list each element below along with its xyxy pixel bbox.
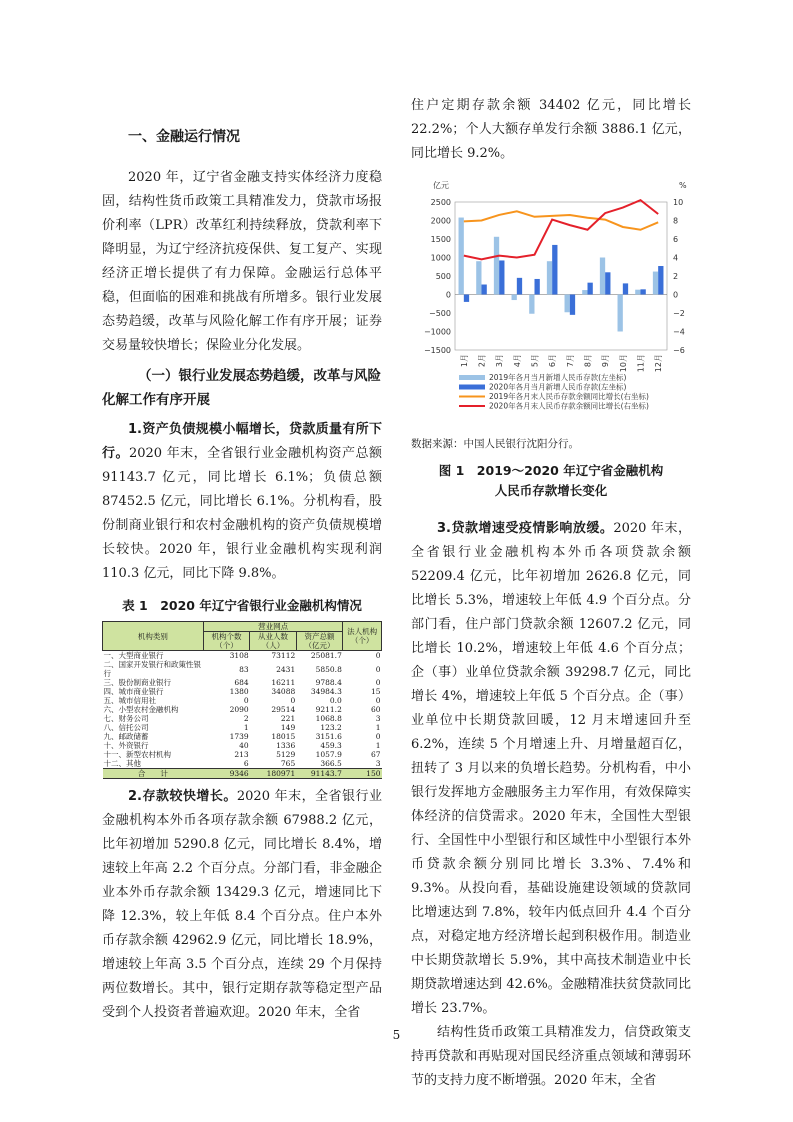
right-tick-label: −6 (673, 346, 685, 355)
cell-assets: 34984.3 (310, 687, 342, 696)
table-row (103, 651, 382, 661)
figure-caption-line-1: 图 1 2019～2020 年辽宁省金融机构 (438, 463, 664, 478)
bar (600, 258, 605, 295)
right-tick-label: 6 (673, 235, 679, 244)
bar (641, 289, 646, 294)
bar (517, 278, 522, 295)
paragraph-3-lead: 3.贷款增速受疫情影响放缓。 (437, 521, 614, 536)
paragraph-1-lead: 1.资产负债规模小幅增长，贷款质量有所下行。 (102, 422, 382, 461)
cell-count: 213 (234, 750, 249, 759)
cell-count: 40 (239, 741, 249, 750)
cell-count: 684 (234, 678, 249, 687)
header-count: 机构个数（个） (203, 632, 249, 651)
bar (476, 261, 481, 294)
cell-staff: 0 (290, 696, 296, 705)
bar (653, 272, 658, 295)
bar (512, 295, 517, 301)
right-tick-label: 4 (673, 253, 679, 263)
bar (499, 260, 504, 294)
cell-count: 83 (239, 664, 249, 674)
left-axis-unit: 亿元 (433, 181, 449, 190)
left-tick-label: 1500 (430, 235, 451, 244)
cell-name: 十二、其他 (103, 759, 141, 768)
category-label: 10月 (618, 354, 628, 373)
bar (582, 290, 587, 294)
cell-staff: 765 (280, 759, 296, 768)
header-assets: 资产总额（亿元） (296, 632, 343, 651)
cell-legal: 0 (375, 664, 381, 674)
subsection-title: （一）银行业发展态势趋缓，改革与风险化解工作有序开展 (102, 368, 381, 408)
category-label: 3月 (495, 354, 505, 368)
section-title: 一、金融运行情况 (128, 129, 240, 145)
table-row (103, 741, 382, 750)
cell-count: 1 (243, 723, 249, 732)
bar (535, 279, 540, 295)
legend-label: 2020年各月末人民币存款余额同比增长(右坐标) (489, 401, 649, 411)
paragraph-4: 结构性货币政策工具精准发力，信贷政策支持再贷款和再贴现对国民经济重点领域和薄弱环节的支持力度不断增强。2020 年末，全省 (411, 1025, 691, 1088)
cell-name: 十一、新型农村机构 (103, 750, 171, 759)
right-axis-unit: % (679, 181, 687, 190)
legend-label: 2019年各月当月新增人民币存款(左坐标) (489, 373, 627, 382)
bar (482, 285, 487, 295)
cell-name: 三、股份制商业银行 (103, 678, 171, 687)
cell-assets: 3151.6 (315, 732, 342, 741)
cell-staff: 34088 (271, 687, 296, 696)
cell-legal: 60 (370, 705, 381, 714)
cell-assets: 0.0 (329, 696, 342, 705)
legend-label: 2019年各月末人民币存款余额同比增长(右坐标) (489, 392, 649, 401)
page-number: 5 (392, 1028, 401, 1042)
table-row (103, 696, 382, 705)
category-label: 12月 (654, 354, 664, 373)
category-label: 1月 (459, 354, 469, 368)
header-group: 营业网点 (203, 622, 343, 632)
cell-staff: 149 (280, 723, 296, 732)
legend-label: 2020年各月当月新增人民币存款(左坐标) (489, 382, 627, 392)
right-tick-label: 0 (673, 290, 679, 300)
figure-caption-line-2: 人民币存款增长变化 (494, 483, 608, 498)
cell-assets: 1068.8 (315, 714, 342, 723)
cell-staff: 2431 (276, 664, 296, 674)
cell-name: 八、信托公司 (103, 723, 149, 732)
category-label: 11月 (636, 354, 646, 373)
legend-swatch (459, 375, 485, 380)
intro-paragraph: 2020 年，辽宁省金融支持实体经济力度稳固，结构性货币政策工具精准发力，贷款市场报价利率（LPR）改革红利持续释放，贷款利率下降明显，为辽宁经济抗疫保供、复工复产、实现经济正增长提供了有力保障。金融运行总体平稳，但面临的困难和挑战有所增多。银行业发展态势趋缓，改革与风险化解工作有序开展；证券交易量较快增长；保险业分化发展。 (102, 170, 382, 353)
cell-name: 六、小型农村金融机构 (103, 705, 179, 714)
cell-name: 一、大型商业银行 (103, 651, 164, 660)
left-tick-label: 2000 (430, 216, 451, 226)
category-label: 7月 (565, 354, 575, 368)
right-tick-label: 10 (673, 198, 684, 207)
cell-assets: 5850.8 (315, 664, 342, 674)
total-count: 9346 (203, 769, 249, 779)
right-tick-label: 8 (673, 216, 679, 226)
paragraph-2-body: 2020 年末，全省银行业金融机构本外币各项存款余额 67988.2 亿元，比年初增加 5290.8 亿元，同比增长 8.4%，增速较上年高 2.2 个百分点。分部门看，非金融企业本外币存款余额 13429.3 亿元，增速同比下降 12.3%，较上年低 8.4 个百分点。住户本外币存款余额 42962.9 亿元，同比增长 18.9%，增速较上年高 3.5 个百分点，连续 29 个月保持两位数增长。其中，银行定期存款等稳定型产品受到个人投资者普遍欢迎。2020 年末，全省 (102, 789, 383, 1020)
cell-legal: 1 (375, 723, 381, 732)
bar (494, 237, 499, 295)
cell-name: 十、外资银行 (103, 741, 149, 750)
category-label: 9月 (601, 354, 611, 368)
bar (570, 295, 575, 315)
legend-swatch (459, 385, 485, 390)
right-tick-label: 2 (673, 272, 679, 281)
category-label: 6月 (548, 354, 558, 368)
bar (464, 295, 469, 302)
total-staff: 180971 (250, 769, 297, 779)
header-legal: 法人机构（个） (343, 622, 382, 651)
cell-legal: 1 (375, 741, 381, 750)
cell-staff: 73112 (271, 651, 296, 660)
paragraph-3 (411, 517, 691, 1021)
table-row (103, 714, 382, 723)
cell-name: 五、城市信用社 (103, 696, 156, 705)
figure-source: 数据来源：中国人民银行沈阳分行。 (411, 438, 579, 450)
cell-legal: 67 (370, 750, 381, 759)
cell-count: 1380 (229, 687, 249, 696)
bank-institutions-table (102, 621, 382, 779)
category-label: 4月 (512, 354, 522, 368)
bar (605, 272, 610, 294)
cell-legal: 15 (370, 687, 381, 696)
total-legal: 150 (343, 769, 382, 779)
paragraph-3-body: 2020 年末，全省银行业金融机构本外币各项贷款余额 52209.4 亿元，比年初增加 2626.8 亿元，同比增长 5.3%，增速较上年低 4.9 个百分点。分部门看，住户部门贷款余额 12607.2 亿元，同比增长 10.2%，增速较上年低 4.6 个百分点；企（事）业单位贷款余额 39298.7 亿元，同比增长 4%，增速较上年低 5 个百分点。企（事）业单位中长期贷款回暖，12 月末增速回升至 6.2%，连续 5 个月增速上升、月增量超百亿，扭转了 3 月以来的负增长趋势。分机构看，中小银行发挥地方金融服务主力军作用，有效保障实体经济的信贷需求。2020 年末，全国性大型银行、全国性中小型银行和区域性中小型银行本外币贷款余额分别同比增长 3.3%、7.4%和 9.3%。从投向看，基础设施建设领域的贷款同比增速达到 7.8%，较年内低点回升 4.4 个百分点，对稳定地方经济增长起到积极作用。制造业中长期贷款增长 5.9%，其中高技术制造业中长期贷款增速达到 42.6%。金融精准扶贫贷款同比增长 23.7%。 (411, 521, 692, 1016)
left-column (102, 166, 382, 1025)
bar (552, 245, 557, 295)
left-tick-label: 2500 (430, 198, 451, 207)
cell-count: 3108 (229, 651, 249, 660)
left-tick-label: 500 (435, 272, 451, 281)
right-column (411, 94, 691, 1093)
deposit-growth-chart (411, 174, 691, 432)
cell-name: 七、财务公司 (103, 714, 149, 723)
category-label: 5月 (530, 354, 540, 368)
table-row (103, 678, 382, 687)
category-label: 2月 (477, 354, 487, 368)
paragraph-2-lead: 2.存款较快增长。 (128, 789, 237, 804)
plot-area (455, 202, 667, 350)
cell-name: 九、邮政储蓄 (103, 732, 149, 741)
paragraph-1-body: 2020 年末，全省银行业金融机构资产总额 91143.7 亿元，同比增长 6.1%；负债总额 87452.5 亿元，同比增长 6.1%。分机构看，股份制商业银行和农村金融机构的资产负债规模增长较快。2020 年，银行业金融机构实现利润 110.3 亿元，同比下降 9.8%。 (102, 446, 382, 581)
paragraph-1 (102, 418, 382, 586)
left-tick-label: 1000 (430, 253, 451, 263)
right-tick-label: −4 (673, 327, 685, 337)
cell-legal: 0 (375, 678, 381, 687)
cell-assets: 366.5 (320, 759, 342, 768)
left-tick-label: 0 (445, 290, 451, 300)
left-tick-label: −500 (429, 309, 451, 318)
table-row (103, 723, 382, 732)
bar (658, 266, 663, 294)
cell-legal: 0 (375, 732, 381, 741)
cell-legal: 3 (375, 759, 381, 768)
table-row (103, 732, 382, 741)
header-type: 机构类别 (103, 622, 204, 651)
cell-name: 四、城市商业银行 (103, 687, 164, 696)
cell-staff: 221 (280, 714, 296, 723)
cell-count: 2090 (229, 705, 249, 714)
right-tick-label: −2 (673, 309, 685, 318)
cell-count: 0 (243, 696, 249, 705)
table-row (103, 705, 382, 714)
cell-legal: 3 (375, 714, 381, 723)
cell-staff: 5129 (276, 750, 296, 759)
total-assets: 91143.7 (296, 769, 343, 779)
table-row (103, 759, 382, 769)
cell-assets: 9211.2 (315, 705, 342, 714)
table-total-row (103, 769, 382, 779)
cell-count: 1739 (229, 732, 249, 741)
cell-staff: 18015 (271, 732, 296, 741)
bar (623, 283, 628, 294)
paragraph-2 (102, 785, 382, 1025)
cell-assets: 123.2 (320, 723, 342, 732)
bar (459, 218, 464, 295)
cell-legal: 0 (375, 651, 381, 660)
bar (547, 261, 552, 294)
header-staff: 从业人数（人） (250, 632, 297, 651)
cell-count: 6 (243, 759, 249, 768)
table-row (103, 660, 382, 678)
cell-staff: 29514 (271, 705, 296, 714)
cell-assets: 9788.4 (315, 678, 342, 687)
bar (588, 283, 593, 295)
cell-staff: 1336 (276, 741, 296, 750)
cell-assets: 1057.9 (315, 750, 342, 759)
cell-legal: 0 (375, 696, 381, 705)
cell-name: 二、国家开发银行和政策性银行 (103, 660, 201, 678)
cell-assets: 459.3 (320, 741, 342, 750)
table-row (103, 750, 382, 759)
table-caption: 表 1 2020 年辽宁省银行业金融机构情况 (122, 598, 362, 613)
total-label: 合 计 (103, 769, 204, 779)
cell-count: 2 (243, 714, 249, 723)
bar (635, 290, 640, 295)
table-row (103, 687, 382, 696)
left-tick-label: −1500 (423, 346, 451, 355)
bar (565, 295, 570, 313)
cell-staff: 16211 (271, 678, 296, 687)
bar (529, 295, 534, 314)
category-label: 8月 (583, 354, 593, 368)
bar (618, 295, 623, 332)
cell-assets: 25081.7 (310, 651, 342, 660)
left-tick-label: −1000 (423, 327, 451, 337)
paragraph-2-continued: 住户定期存款余额 34402 亿元，同比增长 22.2%；个人大额存单发行余额 3886.1 亿元，同比增长 9.2%。 (411, 98, 691, 161)
